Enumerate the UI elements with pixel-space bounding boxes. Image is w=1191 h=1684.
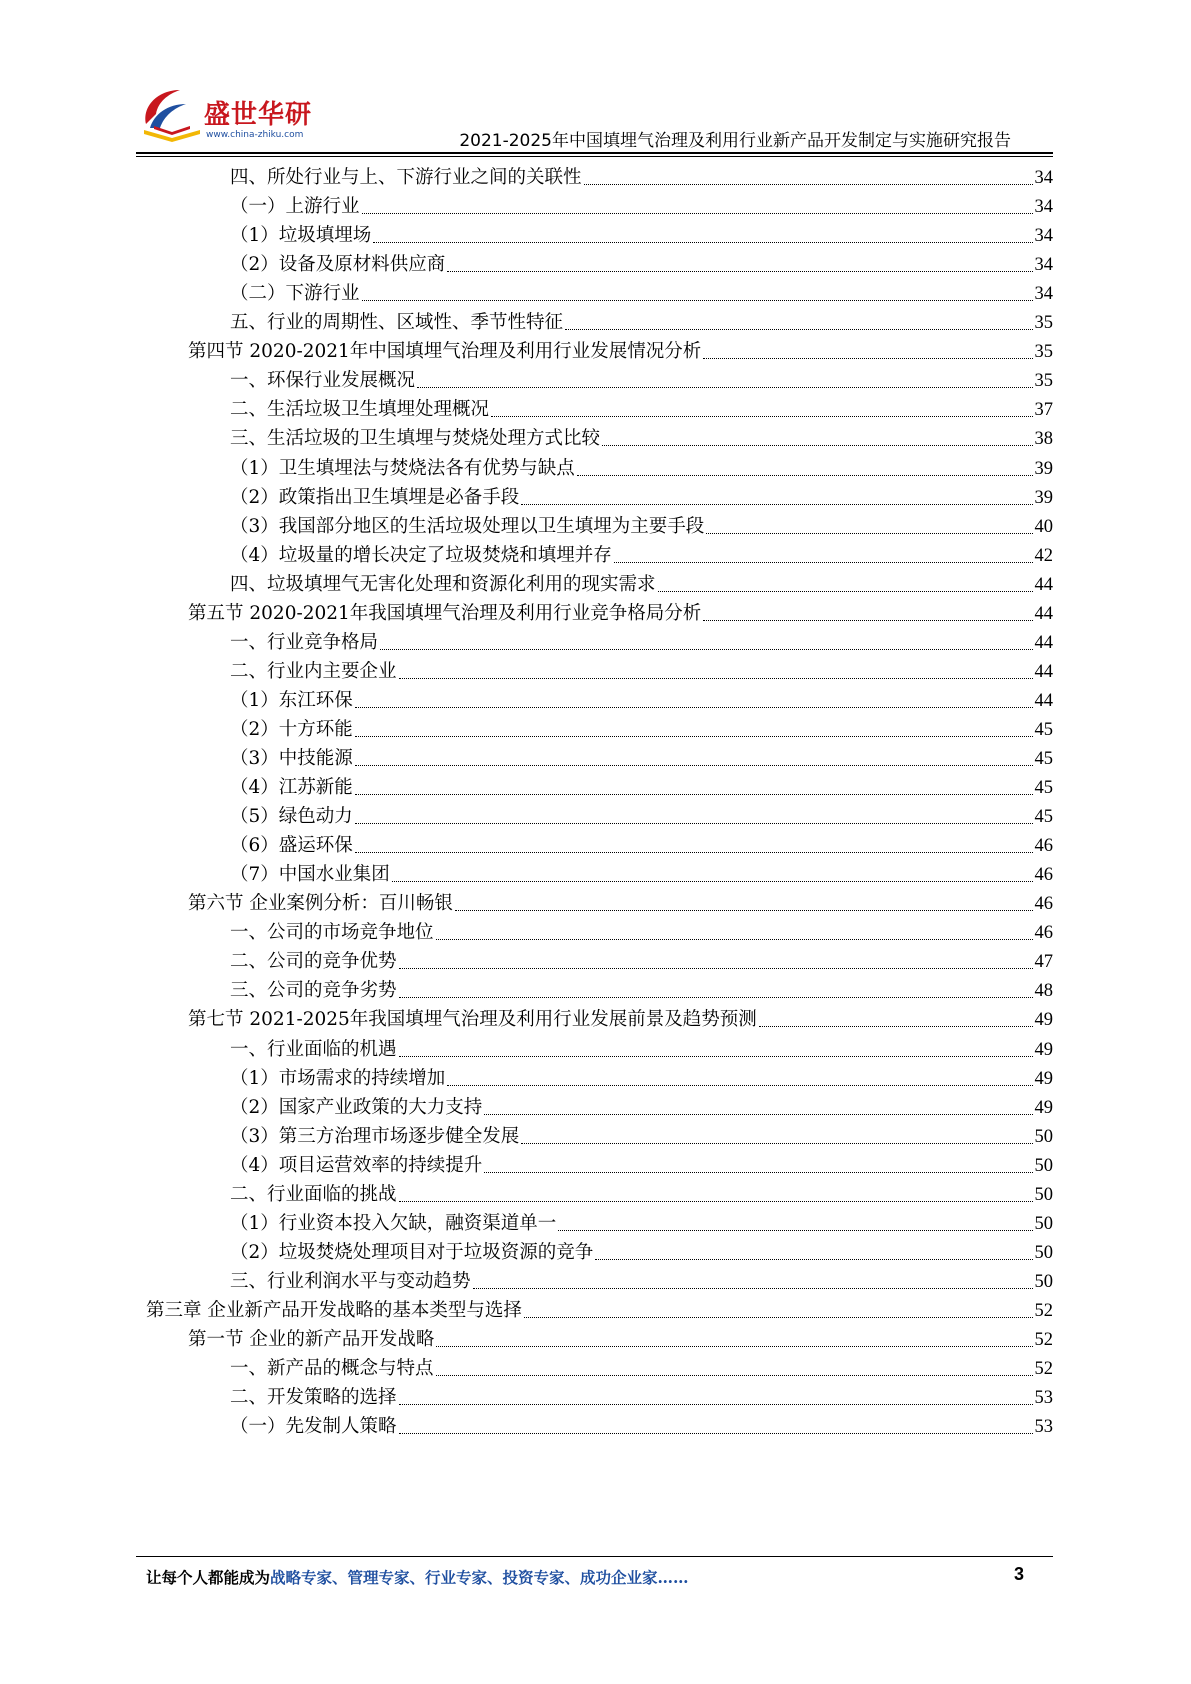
toc-entry[interactable]	[230, 1353, 1053, 1384]
toc-entry[interactable]	[230, 801, 1053, 832]
toc-leader-dots	[355, 852, 1033, 853]
toc-leader-dots	[473, 1288, 1033, 1289]
brand-url: www.china-zhiku.com	[206, 130, 304, 140]
toc-entry-label: （4）项目运营效率的持续提升	[230, 1154, 483, 1176]
toc-entry-page: 44	[1034, 632, 1053, 653]
toc-leader-dots	[584, 184, 1033, 185]
toc-entry[interactable]	[230, 656, 1053, 687]
toc-entry-page: 48	[1034, 981, 1053, 1002]
toc-entry-label: 四、垃圾填埋气无害化处理和资源化利用的现实需求	[230, 573, 656, 595]
toc-leader-dots	[658, 591, 1033, 592]
toc-entry-label: （一）上游行业	[230, 196, 360, 218]
toc-entry-label: 二、公司的竞争优势	[230, 951, 397, 973]
toc-leader-dots	[484, 1172, 1032, 1173]
toc-entry[interactable]	[230, 307, 1053, 338]
toc-entry[interactable]	[146, 1295, 1053, 1326]
toc-entry-page: 49	[1034, 1097, 1053, 1118]
toc-entry[interactable]	[230, 1208, 1053, 1239]
toc-entry-page: 50	[1034, 1271, 1053, 1292]
toc-entry-label: 一、行业竞争格局	[230, 631, 379, 653]
toc-entry-page: 44	[1034, 661, 1053, 682]
toc-entry[interactable]	[230, 772, 1053, 803]
toc-entry-label: 四、所处行业与上、下游行业之间的关联性	[230, 167, 582, 188]
toc-entry-page: 45	[1034, 807, 1053, 828]
toc-entry-page: 50	[1034, 1184, 1053, 1205]
toc-entry[interactable]	[230, 278, 1053, 309]
footer-slogan-prefix: 让每个人都能成为	[146, 1568, 271, 1587]
toc-entry[interactable]	[188, 888, 1053, 919]
toc-entry-page: 35	[1034, 313, 1053, 334]
toc-entry-page: 34	[1034, 197, 1053, 218]
toc-entry-page: 42	[1034, 545, 1053, 566]
toc-entry-page: 49	[1034, 1010, 1053, 1031]
toc-leader-dots	[417, 387, 1032, 388]
toc-leader-dots	[399, 678, 1033, 679]
toc-entry-label: （7）中国水业集团	[230, 864, 390, 886]
toc-entry-page: 45	[1034, 778, 1053, 799]
toc-entry[interactable]	[230, 685, 1053, 716]
toc-entry-label: 第五节 2020-2021年我国填埋气治理及利用行业竞争格局分析	[188, 602, 702, 624]
toc-entry-page: 49	[1034, 1068, 1053, 1089]
toc-entry[interactable]	[230, 511, 1053, 542]
brand-name: 盛世华研	[204, 100, 313, 130]
toc-leader-dots	[399, 997, 1033, 998]
toc-entry-page: 50	[1034, 1126, 1053, 1147]
book-swoosh-logo-icon	[140, 84, 204, 144]
toc-entry-label: 一、行业面临的机遇	[230, 1038, 397, 1060]
toc-leader-dots	[355, 736, 1033, 737]
toc-entry[interactable]	[230, 1121, 1053, 1152]
toc-entry[interactable]	[230, 220, 1053, 251]
toc-entry-page: 35	[1034, 342, 1053, 363]
toc-entry-label: （1）垃圾填埋场	[230, 225, 372, 247]
toc-leader-dots	[558, 1230, 1032, 1231]
toc-leader-dots	[399, 1404, 1033, 1405]
toc-leader-dots	[484, 1114, 1032, 1115]
toc-entry[interactable]	[230, 162, 1053, 193]
toc-entry-label: 一、环保行业发展概况	[230, 370, 416, 392]
toc-entry-page: 34	[1034, 284, 1053, 305]
toc-entry-label: 五、行业的周期性、区域性、季节性特征	[230, 312, 564, 334]
toc-entry-label: 二、行业面临的挑战	[230, 1183, 397, 1205]
toc-entry-page: 35	[1034, 371, 1053, 392]
toc-entry-label: 三、公司的竞争劣势	[230, 980, 397, 1002]
toc-entry-label: 二、行业内主要企业	[230, 660, 397, 682]
toc-entry-page: 50	[1034, 1242, 1053, 1263]
toc-entry[interactable]	[230, 453, 1053, 484]
toc-entry-label: （2）设备及原材料供应商	[230, 254, 446, 276]
toc-entry-page: 53	[1034, 1417, 1053, 1438]
toc-entry-page: 34	[1034, 255, 1053, 276]
toc-entry-label: （3）我国部分地区的生活垃圾处理以卫生填埋为主要手段	[230, 515, 705, 537]
toc-leader-dots	[602, 445, 1032, 446]
toc-entry-label: （3）第三方治理市场逐步健全发展	[230, 1125, 520, 1147]
toc-entry-label: 一、公司的市场竞争地位	[230, 922, 434, 944]
toc-leader-dots	[399, 1433, 1033, 1434]
toc-entry[interactable]	[230, 1092, 1053, 1123]
toc-entry-page: 46	[1034, 894, 1053, 915]
toc-entry-page: 34	[1034, 168, 1053, 188]
toc-entry[interactable]	[230, 191, 1053, 222]
toc-leader-dots	[399, 968, 1033, 969]
toc-entry-label: （2）十方环能	[230, 718, 353, 740]
toc-entry[interactable]	[230, 975, 1053, 1006]
footer-slogan	[146, 1566, 689, 1588]
toc-entry[interactable]	[230, 627, 1053, 658]
toc-entry-label: 一、新产品的概念与特点	[230, 1358, 434, 1380]
toc-leader-dots	[614, 562, 1033, 563]
toc-leader-dots	[436, 939, 1033, 940]
toc-entry[interactable]	[230, 482, 1053, 513]
toc-entry-label: 三、行业利润水平与变动趋势	[230, 1270, 471, 1292]
toc-entry[interactable]	[230, 743, 1053, 774]
toc-entry-page: 49	[1034, 1039, 1053, 1060]
toc-entry-label: （3）中技能源	[230, 748, 353, 769]
toc-leader-dots	[759, 1026, 1033, 1027]
toc-entry[interactable]	[230, 1411, 1053, 1442]
toc-leader-dots	[455, 910, 1033, 911]
toc-entry[interactable]	[230, 1063, 1053, 1094]
toc-leader-dots	[392, 881, 1033, 882]
toc-entry-page: 46	[1034, 923, 1053, 944]
footer-slogan-highlight: 战略专家、管理专家、行业专家、投资专家、成功企业家……	[270, 1568, 689, 1587]
toc-entry-page: 50	[1034, 1213, 1053, 1234]
toc-entry-label: （1）行业资本投入欠缺，融资渠道单一	[230, 1212, 557, 1234]
toc-leader-dots	[436, 1346, 1032, 1347]
toc-entry[interactable]	[230, 1150, 1053, 1181]
toc-entry-page: 45	[1034, 719, 1053, 740]
toc-leader-dots	[491, 416, 1032, 417]
toc-entry-page: 44	[1034, 690, 1053, 711]
toc-entry-label: （一）先发制人策略	[230, 1416, 397, 1438]
toc-entry[interactable]	[188, 336, 1053, 367]
toc-entry-page: 53	[1034, 1388, 1053, 1409]
toc-entry-page: 39	[1034, 487, 1053, 508]
toc-entry-page: 47	[1034, 952, 1053, 973]
toc-entry[interactable]	[230, 365, 1053, 396]
toc-entry[interactable]	[230, 1266, 1053, 1297]
toc-leader-dots	[577, 475, 1033, 476]
toc-entry-label: （6）盛运环保	[230, 835, 353, 857]
toc-entry-page: 44	[1034, 574, 1053, 595]
toc-entry-label: 二、生活垃圾卫生填埋处理概况	[230, 399, 490, 421]
toc-leader-dots	[521, 504, 1032, 505]
toc-entry-label: 二、开发策略的选择	[230, 1387, 397, 1409]
toc-entry-label: 第七节 2021-2025年我国填埋气治理及利用行业发展前景及趋势预测	[188, 1009, 757, 1031]
toc-entry[interactable]	[230, 1237, 1053, 1268]
toc-entry[interactable]	[230, 946, 1053, 977]
toc-leader-dots	[362, 213, 1033, 214]
toc-entry[interactable]	[230, 249, 1053, 280]
toc-entry[interactable]	[188, 1004, 1053, 1035]
toc-entry-label: （4）垃圾量的增长决定了垃圾焚烧和填埋并存	[230, 544, 612, 566]
toc-leader-dots	[703, 358, 1032, 359]
toc-leader-dots	[447, 271, 1032, 272]
toc-entry-label: （1）东江环保	[230, 689, 353, 711]
toc-entry-page: 52	[1034, 1300, 1053, 1321]
toc-leader-dots	[436, 1375, 1033, 1376]
toc-entry-page: 46	[1034, 865, 1053, 886]
toc-entry-page: 37	[1034, 400, 1053, 421]
toc-leader-dots	[399, 1201, 1033, 1202]
toc-entry[interactable]	[230, 714, 1053, 745]
toc-entry-label: 三、生活垃圾的卫生填埋与焚烧处理方式比较	[230, 428, 601, 450]
page-number: 3	[1014, 1564, 1025, 1584]
toc-entry-label: （二）下游行业	[230, 283, 360, 305]
page-header	[0, 0, 1191, 150]
report-title: 2021-2025年中国填埋气治理及利用行业新产品开发制定与实施研究报告	[459, 131, 1011, 151]
toc-leader-dots	[355, 707, 1033, 708]
toc-entry-label: 第一节 企业的新产品开发战略	[188, 1329, 435, 1350]
toc-entry-label: 第三章 企业新产品开发战略的基本类型与选择	[146, 1299, 522, 1321]
toc-leader-dots	[447, 1085, 1032, 1086]
toc-entry-page: 45	[1034, 749, 1053, 769]
toc-leader-dots	[703, 620, 1032, 621]
toc-entry-page: 34	[1034, 226, 1053, 247]
company-logo	[140, 84, 340, 152]
toc-leader-dots	[706, 533, 1032, 534]
header-divider	[136, 152, 1053, 154]
toc-entry-label: 第六节 企业案例分析：百川畅银	[188, 893, 453, 915]
footer-divider	[136, 1556, 1053, 1557]
toc-entry-label: 第四节 2020-2021年中国填埋气治理及利用行业发展情况分析	[188, 341, 702, 363]
toc-entry-page: 44	[1034, 603, 1053, 624]
toc-entry[interactable]	[230, 1034, 1053, 1065]
toc-entry[interactable]	[230, 540, 1053, 571]
toc-entry-label: （1）卫生填埋法与焚烧法各有优势与缺点	[230, 457, 575, 479]
toc-entry[interactable]	[230, 830, 1053, 861]
toc-leader-dots	[521, 1143, 1032, 1144]
toc-entry-page: 39	[1034, 458, 1053, 479]
toc-entry-page: 46	[1034, 836, 1053, 857]
toc-entry[interactable]	[230, 1382, 1053, 1413]
toc-entry[interactable]	[230, 859, 1053, 890]
toc-leader-dots	[399, 1056, 1033, 1057]
toc-entry-label: （2）国家产业政策的大力支持	[230, 1096, 483, 1118]
toc-entry[interactable]	[230, 569, 1053, 600]
toc-entry-label: （4）江苏新能	[230, 777, 353, 799]
toc-entry-label: （5）绿色动力	[230, 806, 353, 828]
toc-entry[interactable]	[188, 598, 1053, 629]
toc-entry[interactable]	[230, 394, 1053, 425]
toc-entry-page: 40	[1034, 516, 1053, 537]
toc-entry-page: 52	[1034, 1359, 1053, 1380]
toc-leader-dots	[565, 329, 1032, 330]
toc-entry-label: （2）政策指出卫生填埋是必备手段	[230, 486, 520, 508]
toc-leader-dots	[355, 765, 1033, 766]
toc-leader-dots	[355, 794, 1033, 795]
toc-entry[interactable]	[188, 1324, 1053, 1355]
header-divider-thin	[136, 156, 1053, 157]
toc-entry-page: 50	[1034, 1155, 1053, 1176]
toc-leader-dots	[595, 1259, 1032, 1260]
toc-entry-page: 52	[1034, 1330, 1053, 1350]
toc-leader-dots	[373, 242, 1032, 243]
toc-entry[interactable]	[230, 1179, 1053, 1210]
toc-leader-dots	[524, 1317, 1033, 1318]
toc-entry-label: （1）市场需求的持续增加	[230, 1067, 446, 1089]
toc-entry-label: （2）垃圾焚烧处理项目对于垃圾资源的竞争	[230, 1241, 594, 1263]
toc-leader-dots	[380, 649, 1032, 650]
toc-leader-dots	[355, 823, 1033, 824]
toc-entry[interactable]	[230, 917, 1053, 948]
toc-entry-page: 38	[1034, 429, 1053, 450]
toc-leader-dots	[362, 300, 1033, 301]
toc-entry[interactable]	[230, 423, 1053, 454]
